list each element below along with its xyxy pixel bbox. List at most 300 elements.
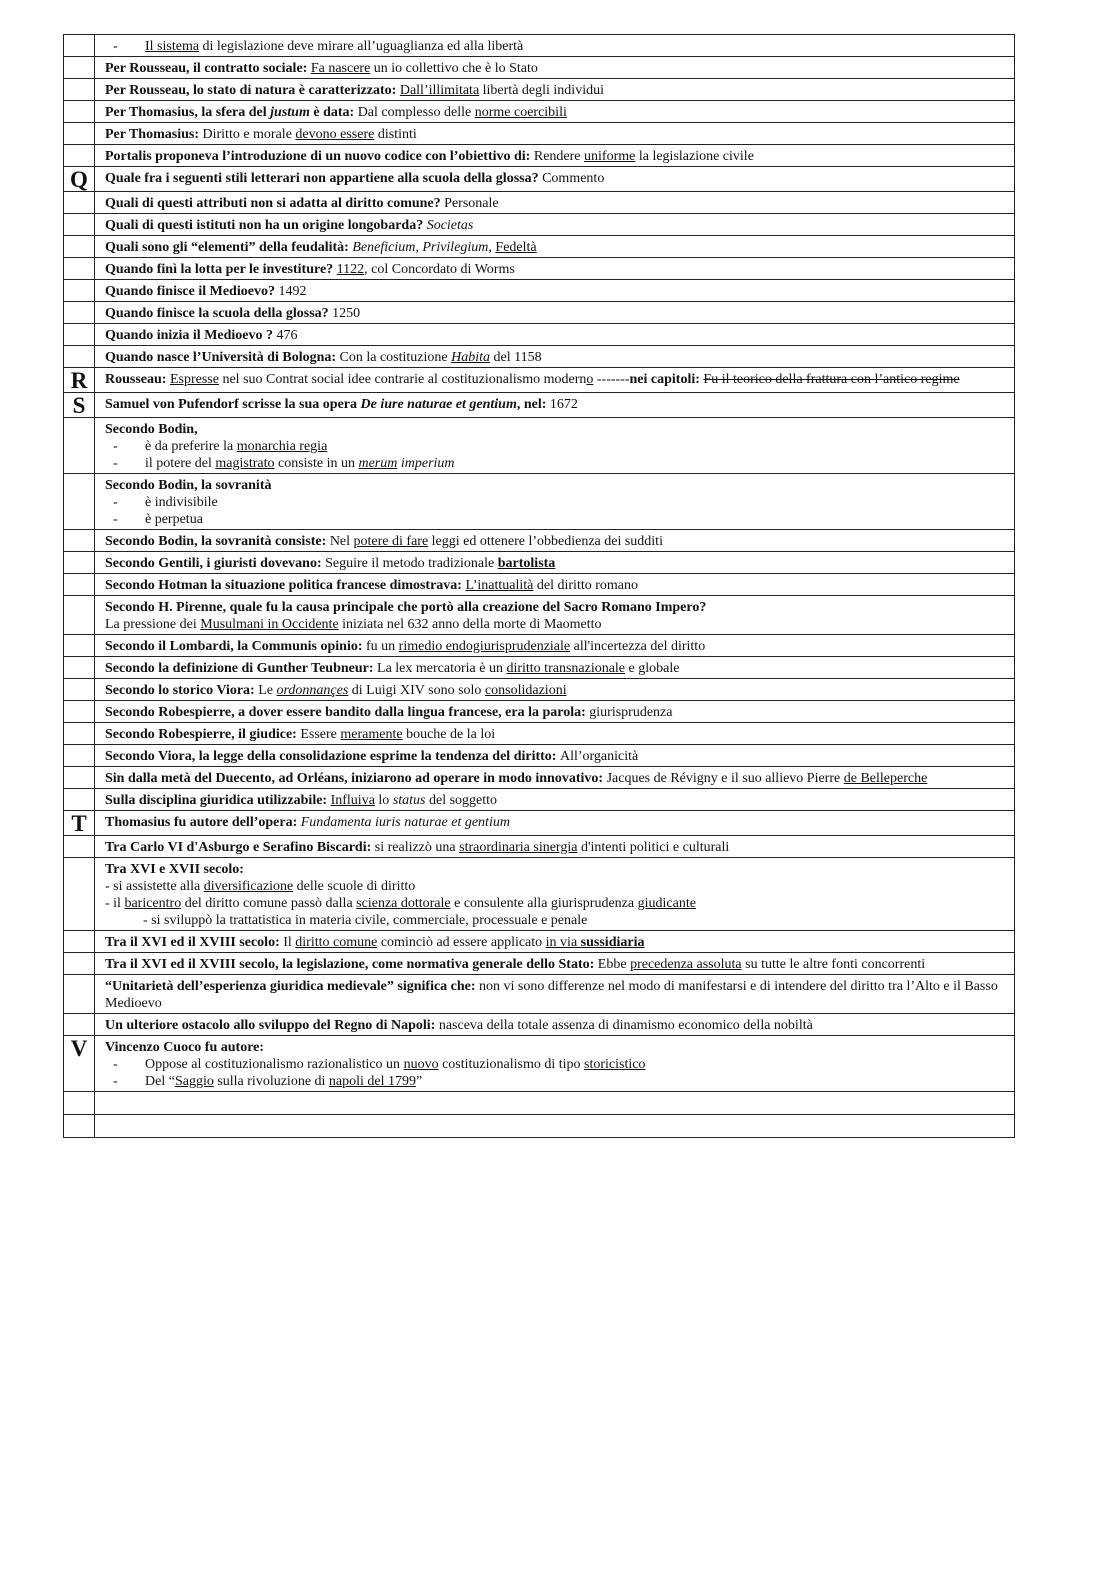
entry-heading: Secondo Bodin, xyxy=(105,422,198,437)
question-text: Quando finisce la scuola della glossa? xyxy=(105,306,333,321)
glossary-row xyxy=(64,79,1015,101)
answer-text: nasceva della totale assenza di dinamismo economico della nobiltà xyxy=(438,1018,813,1033)
answer-text: di Luigi XIV sono solo xyxy=(348,683,485,698)
glossary-body xyxy=(64,35,1015,1138)
answer-text: delle scuole di diritto xyxy=(293,879,416,894)
entry-cell xyxy=(95,368,1015,393)
question-text: Secondo lo storico Viora: xyxy=(105,683,259,698)
question-text: sussidiaria xyxy=(580,935,645,950)
section-letter xyxy=(64,789,94,791)
section-letter xyxy=(64,953,94,955)
answer-text: all'incertezza del diritto xyxy=(570,639,706,654)
answer-text: Le xyxy=(258,683,277,698)
answer-text: - il xyxy=(105,896,125,911)
section-letter xyxy=(64,324,94,326)
entry-line xyxy=(105,912,1004,929)
section-letter xyxy=(64,236,94,238)
glossary-row xyxy=(64,123,1015,145)
section-letter-cell xyxy=(64,789,95,811)
glossary-row xyxy=(64,167,1015,192)
glossary-row xyxy=(64,679,1015,701)
answer-text: giudicante xyxy=(637,896,696,911)
section-letter-cell xyxy=(64,767,95,789)
section-letter-cell xyxy=(64,1014,95,1036)
answer-text: 1672 xyxy=(549,397,578,412)
entry-cell xyxy=(95,975,1015,1014)
entry-cell xyxy=(95,811,1015,836)
answer-text: Commento xyxy=(542,171,605,186)
glossary-row xyxy=(64,280,1015,302)
entry-cell xyxy=(95,657,1015,679)
answer-text: Fa nascere xyxy=(310,61,371,76)
glossary-row xyxy=(64,953,1015,975)
section-letter-cell xyxy=(64,858,95,931)
entry-cell xyxy=(95,767,1015,789)
section-letter xyxy=(64,123,94,125)
glossary-row xyxy=(64,57,1015,79)
answer-text: rimedio endogiurisprudenziale xyxy=(398,639,571,654)
answer-text: diritto comune xyxy=(295,935,378,950)
answer-text: e consulente alla giurisprudenza xyxy=(450,896,638,911)
entry-cell xyxy=(95,474,1015,530)
question-text: Portalis proponeva l’introduzione di un nuovo codice con l’obiettivo di: xyxy=(105,149,534,164)
answer-text: di legislazione deve mirare all’uguaglianza ed alla libertà xyxy=(199,39,524,54)
section-letter xyxy=(64,145,94,147)
entry-cell xyxy=(95,35,1015,57)
answer-text: Rendere xyxy=(533,149,585,164)
question-text: Secondo Robespierre, il giudice: xyxy=(105,727,301,742)
entry-cell xyxy=(95,1115,1015,1138)
answer-text: norme coercibili xyxy=(474,105,567,120)
section-letter xyxy=(64,767,94,769)
entry-cell xyxy=(95,858,1015,931)
entry-cell xyxy=(95,57,1015,79)
question-text: Tra XVI e XVII secolo: xyxy=(105,862,244,877)
section-letter-cell xyxy=(64,167,95,192)
section-letter xyxy=(64,574,94,576)
entry-line xyxy=(105,616,1004,633)
section-letter-cell xyxy=(64,474,95,530)
question-text: Quando finisce il Medioevo? xyxy=(105,284,279,299)
entry-cell xyxy=(95,723,1015,745)
section-letter-cell xyxy=(64,836,95,858)
section-letter-cell xyxy=(64,393,95,418)
question-text: Samuel von Pufendorf scrisse la sua opera xyxy=(105,397,361,412)
question-text: è data: xyxy=(309,105,358,120)
section-letter xyxy=(64,596,94,598)
answer-text: è indivisibile xyxy=(145,495,218,510)
section-letter xyxy=(64,101,94,103)
answer-text: merum xyxy=(358,456,398,471)
glossary-table xyxy=(63,34,1015,1138)
question-text: Secondo Hotman la situazione politica francese dimostrava: xyxy=(105,578,466,593)
entry-cell xyxy=(95,280,1015,302)
entry-cell xyxy=(95,302,1015,324)
question-text: Secondo H. Pirenne, quale fu la causa principale che portò alla creazione del Sacro Romano Impero? xyxy=(105,600,707,615)
section-letter-cell xyxy=(64,418,95,474)
answer-text: cominciò ad essere applicato xyxy=(377,935,546,950)
section-letter-cell xyxy=(64,811,95,836)
answer-text: Habita xyxy=(451,350,491,365)
dash-list xyxy=(105,494,1004,528)
dash-list xyxy=(105,438,1004,472)
question-text: Un ulteriore ostacolo allo sviluppo del Regno di Napoli: xyxy=(105,1018,439,1033)
question-text: Quali di questi istituti non ha un origine longobarda? xyxy=(105,218,427,233)
question-text: Per Rousseau, il contratto sociale: xyxy=(105,61,311,76)
section-letter xyxy=(64,745,94,747)
section-letter-cell xyxy=(64,679,95,701)
entry-cell xyxy=(95,418,1015,474)
section-letter-cell xyxy=(64,192,95,214)
answer-text: bouche de la loi xyxy=(402,727,496,742)
section-letter xyxy=(64,346,94,348)
answer-text: Dall’illimitata xyxy=(399,83,480,98)
question-text: De iure naturae et gentium xyxy=(360,397,517,412)
entry-heading: Vincenzo Cuoco fu autore: xyxy=(105,1040,265,1055)
glossary-row xyxy=(64,192,1015,214)
answer-text: Personale xyxy=(444,196,499,211)
dash-list xyxy=(105,1056,1004,1090)
entry-cell xyxy=(95,1092,1015,1115)
question-text: Secondo Viora, la legge della consolidazione esprime la tendenza del diritto: xyxy=(105,749,560,764)
section-letter xyxy=(64,57,94,59)
section-letter xyxy=(64,931,94,933)
answer-text: , col Concordato di Worms xyxy=(364,262,515,277)
section-letter-cell xyxy=(64,931,95,953)
answer-text: leggi ed ottenere l’obbedienza dei sudditi xyxy=(428,534,663,549)
section-letter-cell xyxy=(64,258,95,280)
section-letter xyxy=(64,723,94,725)
question-text: bartolista xyxy=(497,556,556,571)
answer-text: Jacques de Révigny e il suo allievo Pierre xyxy=(606,771,844,786)
answer-text: status xyxy=(392,793,426,808)
section-letter-cell xyxy=(64,552,95,574)
entry-cell xyxy=(95,167,1015,192)
glossary-row xyxy=(64,635,1015,657)
glossary-row xyxy=(64,145,1015,167)
answer-text: la legislazione civile xyxy=(635,149,754,164)
section-letter xyxy=(64,214,94,216)
answer-text: precedenza assoluta xyxy=(630,957,742,972)
answer-text: La lex mercatoria è un xyxy=(377,661,507,676)
entry-cell xyxy=(95,679,1015,701)
entry-cell xyxy=(95,701,1015,723)
section-letter-cell xyxy=(64,35,95,57)
section-letter-cell xyxy=(64,145,95,167)
answer-text: scienza dottorale xyxy=(356,896,451,911)
answer-text: Diritto e morale xyxy=(202,127,296,142)
section-letter-cell xyxy=(64,596,95,635)
answer-text: del diritto comune passò dalla xyxy=(181,896,357,911)
answer-text: il potere del xyxy=(145,456,216,471)
entry-cell xyxy=(95,635,1015,657)
section-letter-cell xyxy=(64,57,95,79)
answer-text: Beneficium, Privilegium, xyxy=(352,240,496,255)
entry-cell xyxy=(95,1036,1015,1092)
dash-list xyxy=(105,38,1004,55)
entry-cell xyxy=(95,836,1015,858)
list-item xyxy=(105,1056,1004,1073)
answer-text: 1492 xyxy=(278,284,307,299)
glossary-row xyxy=(64,745,1015,767)
answer-text: iniziata nel 632 anno della morte di Maometto xyxy=(338,617,602,632)
glossary-row xyxy=(64,530,1015,552)
section-letter-cell xyxy=(64,701,95,723)
answer-text: distinti xyxy=(374,127,417,142)
entry-cell xyxy=(95,236,1015,258)
glossary-row xyxy=(64,931,1015,953)
question-text: nei capitoli: xyxy=(629,372,704,387)
answer-text: potere di fare xyxy=(353,534,429,549)
answer-text: devono essere xyxy=(295,127,375,142)
entry-line xyxy=(105,861,1004,878)
answer-text: del soggetto xyxy=(425,793,498,808)
answer-text: lo xyxy=(374,793,393,808)
question-text: Secondo la definizione di Gunther Teubneur: xyxy=(105,661,378,676)
entry-cell xyxy=(95,596,1015,635)
question-text: Rousseau: xyxy=(105,372,170,387)
question-text: Thomasius fu autore dell’opera: xyxy=(105,815,301,830)
answer-text: Con la costituzione xyxy=(339,350,452,365)
section-letter xyxy=(64,1115,94,1117)
glossary-row xyxy=(64,789,1015,811)
section-letter: S xyxy=(72,393,86,418)
answer-text: in via xyxy=(545,935,581,950)
answer-text: Ebbe xyxy=(597,957,631,972)
question-text: “Unitarietà dell’esperienza giuridica medievale” significa che: xyxy=(105,979,480,994)
answer-text: Fedeltà xyxy=(495,240,537,255)
answer-text: diritto transnazionale xyxy=(506,661,626,676)
glossary-row xyxy=(64,701,1015,723)
entry-line xyxy=(105,895,1004,912)
section-letter-cell xyxy=(64,1036,95,1092)
question-text: Per Thomasius, la sfera del xyxy=(105,105,271,120)
section-letter-cell xyxy=(64,324,95,346)
question-text: Sin dalla metà del Duecento, ad Orléans, iniziarono ad operare in modo innovativo: xyxy=(105,771,607,786)
answer-text: Essere xyxy=(300,727,341,742)
glossary-row xyxy=(64,302,1015,324)
section-letter-cell xyxy=(64,635,95,657)
section-letter xyxy=(64,635,94,637)
question-text: Quando nasce l’Università di Bologna: xyxy=(105,350,340,365)
section-letter xyxy=(64,474,94,476)
glossary-row xyxy=(64,858,1015,931)
entry-cell xyxy=(95,931,1015,953)
question-text: Secondo Robespierre, a dover essere bandito dalla lingua francese, era la parola: xyxy=(105,705,590,720)
section-letter xyxy=(64,836,94,838)
answer-text: diversificazione xyxy=(203,879,294,894)
answer-text: 476 xyxy=(276,328,298,343)
answer-text: costituzionalismo di tipo xyxy=(438,1057,584,1072)
entry-heading: Secondo Bodin, la sovranità xyxy=(105,478,272,493)
section-letter xyxy=(64,418,94,420)
question-text: Quando inizia il Medioevo ? xyxy=(105,328,277,343)
answer-text: monarchia regia xyxy=(236,439,328,454)
answer-text: - si assistette alla xyxy=(105,879,204,894)
answer-text: o xyxy=(586,372,594,387)
entry-cell xyxy=(95,79,1015,101)
section-letter xyxy=(64,679,94,681)
section-letter xyxy=(64,552,94,554)
entry-cell xyxy=(95,214,1015,236)
section-letter-cell xyxy=(64,368,95,393)
entry-line xyxy=(105,599,1004,616)
question-text: Tra Carlo VI d'Asburgo e Serafino Biscardi: xyxy=(105,840,375,855)
section-letter xyxy=(64,975,94,977)
answer-text: L’inattualità xyxy=(465,578,534,593)
glossary-row xyxy=(64,767,1015,789)
section-letter-cell xyxy=(64,214,95,236)
glossary-row xyxy=(64,474,1015,530)
question-text: Secondo Gentili, i giuristi dovevano: xyxy=(105,556,326,571)
section-letter-cell xyxy=(64,101,95,123)
section-letter: Q xyxy=(70,167,88,192)
question-text: , nel: xyxy=(516,397,550,412)
answer-text: del 1158 xyxy=(490,350,542,365)
entry-cell xyxy=(95,123,1015,145)
list-item xyxy=(105,438,1004,455)
glossary-row xyxy=(64,1014,1015,1036)
entry-cell xyxy=(95,393,1015,418)
section-letter-cell xyxy=(64,280,95,302)
section-letter-cell xyxy=(64,574,95,596)
section-letter-cell xyxy=(64,975,95,1014)
glossary-row xyxy=(64,418,1015,474)
entry-cell xyxy=(95,745,1015,767)
question-text: Secondo il Lombardi, la Communis opinio: xyxy=(105,639,366,654)
question-text: Per Rousseau, lo stato di natura è caratterizzato: xyxy=(105,83,400,98)
answer-text: Oppose al costituzionalismo razionalistico un xyxy=(145,1057,404,1072)
answer-text: un io collettivo che è lo Stato xyxy=(370,61,538,76)
answer-text: All’organicità xyxy=(559,749,639,764)
answer-text: magistrato xyxy=(215,456,275,471)
answer-text: Influiva xyxy=(330,793,375,808)
glossary-row xyxy=(64,596,1015,635)
entry-cell xyxy=(95,192,1015,214)
section-letter xyxy=(64,858,94,860)
question-text: Secondo Bodin, la sovranità consiste: xyxy=(105,534,330,549)
answer-text: Dal complesso delle xyxy=(357,105,475,120)
entry-cell xyxy=(95,530,1015,552)
entry-cell xyxy=(95,101,1015,123)
section-letter-cell xyxy=(64,657,95,679)
section-letter-cell xyxy=(64,302,95,324)
question-text: Quando finì la lotta per le investiture? xyxy=(105,262,337,277)
section-letter-cell xyxy=(64,1115,95,1138)
list-item xyxy=(105,38,1004,55)
answer-text: consolidazioni xyxy=(484,683,567,698)
answer-text: Il sistema xyxy=(145,39,200,54)
section-letter xyxy=(64,657,94,659)
entry-cell xyxy=(95,258,1015,280)
glossary-row xyxy=(64,1092,1015,1115)
glossary-row xyxy=(64,574,1015,596)
section-letter: V xyxy=(70,1036,88,1061)
question-text: Per Thomasius: xyxy=(105,127,203,142)
question-text: Sulla disciplina giuridica utilizzabile: xyxy=(105,793,331,808)
section-letter-cell xyxy=(64,79,95,101)
section-letter: T xyxy=(71,811,87,836)
answer-text: imperium xyxy=(397,456,455,471)
question-text: Tra il XVI ed il XVIII secolo: xyxy=(105,935,284,950)
answer-text: Fundamenta iuris naturae et gentium xyxy=(300,815,510,830)
answer-text: Musulmani in Occidente xyxy=(200,617,339,632)
glossary-row xyxy=(64,236,1015,258)
question-text: Quale fra i seguenti stili letterari non appartiene alla scuola della glossa? xyxy=(105,171,543,186)
section-letter-cell xyxy=(64,236,95,258)
answer-text: storicistico xyxy=(584,1057,646,1072)
entry-cell xyxy=(95,574,1015,596)
glossary-row xyxy=(64,258,1015,280)
section-letter xyxy=(64,35,94,37)
answer-text: Il xyxy=(283,935,296,950)
section-letter xyxy=(64,701,94,703)
answer-text: nel suo Contrat social idee contrarie al costituzionalismo modern xyxy=(218,372,587,387)
answer-text: ” xyxy=(416,1074,423,1089)
answer-text: sulla rivoluzione di xyxy=(213,1074,329,1089)
glossary-row xyxy=(64,811,1015,836)
answer-text: napoli del 1799 xyxy=(328,1074,417,1089)
glossary-row xyxy=(64,1036,1015,1092)
answer-text: Saggio xyxy=(174,1074,214,1089)
entry-cell xyxy=(95,789,1015,811)
glossary-row xyxy=(64,368,1015,393)
answer-text: 1122 xyxy=(336,262,365,277)
section-letter xyxy=(64,258,94,260)
section-letter-cell xyxy=(64,123,95,145)
entry-cell xyxy=(95,1014,1015,1036)
section-letter xyxy=(64,79,94,81)
list-item xyxy=(105,494,1004,511)
section-letter-cell xyxy=(64,723,95,745)
section-letter xyxy=(64,1014,94,1016)
answer-text: Espresse xyxy=(169,372,219,387)
glossary-row xyxy=(64,657,1015,679)
glossary-row xyxy=(64,214,1015,236)
answer-text: La pressione dei xyxy=(105,617,201,632)
glossary-row xyxy=(64,346,1015,368)
section-letter xyxy=(64,530,94,532)
entry-cell xyxy=(95,145,1015,167)
section-letter-cell xyxy=(64,530,95,552)
list-item xyxy=(105,511,1004,528)
answer-text: Nel xyxy=(329,534,354,549)
section-letter-cell xyxy=(64,745,95,767)
list-item xyxy=(105,455,1004,472)
answer-text: 1250 xyxy=(332,306,361,321)
glossary-row xyxy=(64,836,1015,858)
answer-text: è perpetua xyxy=(145,512,203,527)
answer-text: e globale xyxy=(625,661,680,676)
question-text: Tra il XVI ed il XVIII secolo, la legislazione, come normativa generale dello Stato: xyxy=(105,957,598,972)
section-letter xyxy=(64,280,94,282)
entry-cell xyxy=(95,346,1015,368)
question-text: Quali sono gli “elementi” della feudalità: xyxy=(105,240,353,255)
answer-text: del diritto romano xyxy=(533,578,638,593)
answer-text: Societas xyxy=(426,218,474,233)
answer-text: d'intenti politici e culturali xyxy=(577,840,730,855)
glossary-row xyxy=(64,324,1015,346)
answer-text: meramente xyxy=(340,727,403,742)
answer-text: si realizzò una xyxy=(374,840,460,855)
answer-text: fu un xyxy=(366,639,399,654)
answer-text: ordonnançes xyxy=(276,683,349,698)
entry-cell xyxy=(95,324,1015,346)
answer-text: consiste in un xyxy=(274,456,359,471)
answer-text: non vi sono differenze nel modo di manifestarsi e di intendere del diritto tra l’Alto e il Basso Medioevo xyxy=(105,979,998,1011)
answer-text: baricentro xyxy=(124,896,182,911)
answer-text: Del “ xyxy=(145,1074,175,1089)
